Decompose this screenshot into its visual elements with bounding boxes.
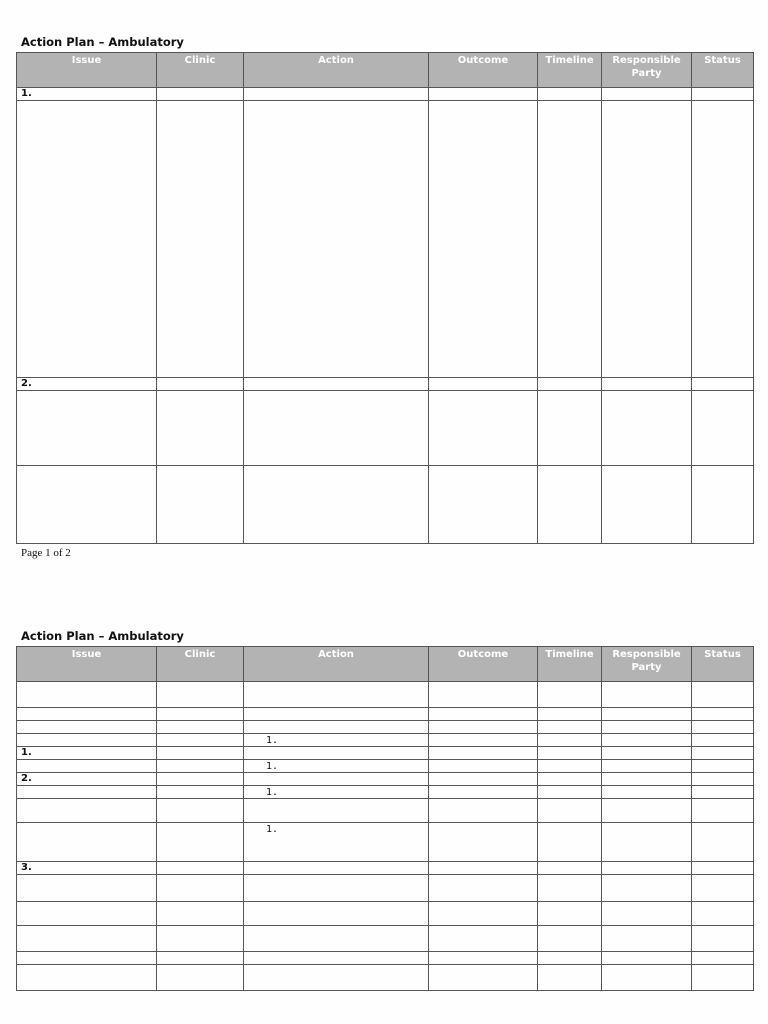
table-cell[interactable] bbox=[538, 902, 602, 926]
table-cell[interactable] bbox=[17, 902, 157, 926]
table-cell[interactable] bbox=[17, 708, 157, 721]
header-row bbox=[17, 53, 754, 88]
table-cell[interactable] bbox=[157, 786, 244, 799]
table-cell[interactable] bbox=[244, 799, 429, 823]
table-cell[interactable] bbox=[538, 734, 602, 747]
table-cell[interactable] bbox=[692, 786, 754, 799]
table-row bbox=[17, 799, 754, 823]
table-row bbox=[17, 682, 754, 708]
table-cell[interactable] bbox=[602, 799, 692, 823]
table-row bbox=[17, 823, 754, 862]
table-cell[interactable] bbox=[429, 952, 538, 965]
table-row bbox=[17, 926, 754, 952]
table-cell[interactable] bbox=[157, 734, 244, 747]
table-cell[interactable] bbox=[602, 391, 692, 466]
table-cell[interactable] bbox=[692, 101, 754, 378]
table-cell[interactable] bbox=[429, 101, 538, 378]
table-row bbox=[17, 965, 754, 991]
table-cell[interactable] bbox=[429, 747, 538, 760]
table-cell[interactable] bbox=[692, 926, 754, 952]
table-cell[interactable] bbox=[244, 721, 429, 734]
table-cell[interactable] bbox=[538, 773, 602, 786]
table-cell[interactable] bbox=[244, 773, 429, 786]
table-cell[interactable] bbox=[17, 391, 157, 466]
table-cell[interactable] bbox=[429, 786, 538, 799]
table-cell[interactable] bbox=[157, 862, 244, 875]
table-cell[interactable] bbox=[692, 747, 754, 760]
table-cell[interactable] bbox=[244, 682, 429, 708]
table-cell[interactable] bbox=[602, 682, 692, 708]
table-cell[interactable] bbox=[244, 965, 429, 991]
issue-number-row bbox=[17, 378, 754, 391]
table-cell[interactable] bbox=[602, 952, 692, 965]
table-cell[interactable] bbox=[157, 926, 244, 952]
table-cell[interactable] bbox=[692, 721, 754, 734]
col-header-action: Action bbox=[244, 53, 429, 88]
table-row bbox=[17, 902, 754, 926]
table-cell[interactable] bbox=[538, 799, 602, 823]
table-cell[interactable] bbox=[602, 88, 692, 101]
table-cell[interactable] bbox=[157, 391, 244, 466]
table-cell[interactable] bbox=[429, 378, 538, 391]
table-cell[interactable] bbox=[692, 391, 754, 466]
table-cell[interactable] bbox=[244, 391, 429, 466]
table-cell[interactable] bbox=[429, 773, 538, 786]
col-header-action: Action bbox=[244, 647, 429, 682]
table-cell[interactable] bbox=[538, 786, 602, 799]
table-cell[interactable] bbox=[17, 734, 157, 747]
col-header-clinic: Clinic bbox=[157, 53, 244, 88]
issue-number: 1. bbox=[17, 88, 157, 101]
table-cell[interactable] bbox=[692, 823, 754, 862]
table-cell[interactable] bbox=[17, 965, 157, 991]
table-cell[interactable] bbox=[429, 902, 538, 926]
col-header-timeline: Timeline bbox=[538, 647, 602, 682]
table-cell[interactable] bbox=[244, 747, 429, 760]
table-cell[interactable] bbox=[538, 378, 602, 391]
action-sub-item: 1. bbox=[244, 760, 429, 773]
table-cell[interactable] bbox=[429, 88, 538, 101]
table-cell[interactable] bbox=[538, 952, 602, 965]
table-cell[interactable] bbox=[157, 760, 244, 773]
issue-number: 1. bbox=[17, 747, 157, 760]
table-cell[interactable] bbox=[429, 823, 538, 862]
table-cell[interactable] bbox=[602, 862, 692, 875]
table-cell[interactable] bbox=[157, 823, 244, 862]
issue-number-row bbox=[17, 747, 754, 760]
table-cell[interactable] bbox=[602, 926, 692, 952]
table-row bbox=[17, 952, 754, 965]
issue-number: 2. bbox=[17, 378, 157, 391]
table-cell[interactable] bbox=[157, 965, 244, 991]
col-header-timeline: Timeline bbox=[538, 53, 602, 88]
table-cell[interactable] bbox=[429, 708, 538, 721]
action-plan-table bbox=[16, 646, 754, 991]
table-cell[interactable] bbox=[429, 760, 538, 773]
table-cell[interactable] bbox=[244, 952, 429, 965]
table-cell[interactable] bbox=[602, 101, 692, 378]
action-sub-item: 1. bbox=[244, 734, 429, 747]
table-row bbox=[17, 721, 754, 734]
table-cell[interactable] bbox=[17, 101, 157, 378]
table-cell[interactable] bbox=[602, 466, 692, 544]
table-cell[interactable] bbox=[244, 466, 429, 544]
col-header-responsible-party: Responsible Party bbox=[602, 647, 692, 682]
table-row bbox=[17, 734, 754, 747]
table-cell[interactable] bbox=[538, 823, 602, 862]
table-cell[interactable] bbox=[538, 926, 602, 952]
table-cell[interactable] bbox=[692, 799, 754, 823]
table-cell[interactable] bbox=[602, 875, 692, 902]
table-cell[interactable] bbox=[538, 862, 602, 875]
table-cell[interactable] bbox=[157, 721, 244, 734]
col-header-clinic: Clinic bbox=[157, 647, 244, 682]
table-cell[interactable] bbox=[157, 773, 244, 786]
page-footer: Page 1 of 2 bbox=[21, 547, 71, 559]
table-cell[interactable] bbox=[157, 682, 244, 708]
table-cell[interactable] bbox=[244, 875, 429, 902]
table-cell[interactable] bbox=[602, 786, 692, 799]
table-cell[interactable] bbox=[244, 862, 429, 875]
table-cell[interactable] bbox=[692, 760, 754, 773]
table-cell[interactable] bbox=[157, 952, 244, 965]
table-cell[interactable] bbox=[244, 926, 429, 952]
table-cell[interactable] bbox=[17, 760, 157, 773]
issue-number: 2. bbox=[17, 773, 157, 786]
table-cell[interactable] bbox=[157, 708, 244, 721]
table-cell[interactable] bbox=[538, 466, 602, 544]
table-cell[interactable] bbox=[17, 786, 157, 799]
table-cell[interactable] bbox=[538, 88, 602, 101]
table-row bbox=[17, 101, 754, 378]
table-row bbox=[17, 708, 754, 721]
table-cell[interactable] bbox=[157, 466, 244, 544]
table-cell[interactable] bbox=[157, 747, 244, 760]
table-cell[interactable] bbox=[692, 965, 754, 991]
table-cell[interactable] bbox=[429, 926, 538, 952]
col-header-issue: Issue bbox=[17, 647, 157, 682]
table-cell[interactable] bbox=[538, 760, 602, 773]
table-cell[interactable] bbox=[692, 708, 754, 721]
table-cell[interactable] bbox=[157, 902, 244, 926]
table-cell[interactable] bbox=[602, 734, 692, 747]
table-cell[interactable] bbox=[538, 101, 602, 378]
issue-number-row bbox=[17, 773, 754, 786]
issue-number-row bbox=[17, 862, 754, 875]
table-cell[interactable] bbox=[244, 101, 429, 378]
table-row bbox=[17, 875, 754, 902]
table-cell[interactable] bbox=[429, 799, 538, 823]
table-cell[interactable] bbox=[17, 926, 157, 952]
table-cell[interactable] bbox=[429, 862, 538, 875]
table-cell[interactable] bbox=[692, 734, 754, 747]
table-row bbox=[17, 786, 754, 799]
table-cell[interactable] bbox=[538, 721, 602, 734]
col-header-outcome: Outcome bbox=[429, 53, 538, 88]
table-cell[interactable] bbox=[538, 875, 602, 902]
table-cell[interactable] bbox=[17, 721, 157, 734]
table-cell[interactable] bbox=[692, 682, 754, 708]
table-cell[interactable] bbox=[244, 88, 429, 101]
col-header-status: Status bbox=[692, 53, 754, 88]
table-cell[interactable] bbox=[692, 378, 754, 391]
table-cell[interactable] bbox=[602, 378, 692, 391]
table-cell[interactable] bbox=[429, 875, 538, 902]
table-cell[interactable] bbox=[602, 760, 692, 773]
table-cell[interactable] bbox=[157, 101, 244, 378]
table-cell[interactable] bbox=[244, 378, 429, 391]
table-cell[interactable] bbox=[602, 708, 692, 721]
action-plan-table bbox=[16, 52, 754, 544]
action-sub-item: 1. bbox=[244, 823, 429, 862]
table-cell[interactable] bbox=[429, 721, 538, 734]
issue-number-row bbox=[17, 88, 754, 101]
col-header-responsible-party: Responsible Party bbox=[602, 53, 692, 88]
table-cell[interactable] bbox=[429, 466, 538, 544]
table-cell[interactable] bbox=[602, 902, 692, 926]
table-cell[interactable] bbox=[429, 734, 538, 747]
table-cell[interactable] bbox=[538, 747, 602, 760]
table-cell[interactable] bbox=[538, 391, 602, 466]
table-row bbox=[17, 760, 754, 773]
action-sub-item: 1. bbox=[244, 786, 429, 799]
table-cell[interactable] bbox=[17, 875, 157, 902]
col-header-status: Status bbox=[692, 647, 754, 682]
table-cell[interactable] bbox=[157, 88, 244, 101]
table-cell[interactable] bbox=[17, 952, 157, 965]
table-cell[interactable] bbox=[429, 391, 538, 466]
table-cell[interactable] bbox=[692, 862, 754, 875]
table-cell[interactable] bbox=[429, 965, 538, 991]
table-cell[interactable] bbox=[17, 682, 157, 708]
table-cell[interactable] bbox=[692, 875, 754, 902]
table-cell[interactable] bbox=[538, 708, 602, 721]
table-cell[interactable] bbox=[602, 773, 692, 786]
table-cell[interactable] bbox=[538, 682, 602, 708]
table-cell[interactable] bbox=[429, 682, 538, 708]
table-cell[interactable] bbox=[602, 823, 692, 862]
table-cell[interactable] bbox=[17, 466, 157, 544]
page-title: Action Plan – Ambulatory bbox=[21, 629, 184, 643]
table-cell[interactable] bbox=[602, 747, 692, 760]
table-cell[interactable] bbox=[17, 823, 157, 862]
table-cell[interactable] bbox=[157, 875, 244, 902]
page-title: Action Plan – Ambulatory bbox=[21, 35, 184, 49]
table-cell[interactable] bbox=[244, 902, 429, 926]
table-row bbox=[17, 466, 754, 544]
table-cell[interactable] bbox=[17, 799, 157, 823]
header-row bbox=[17, 647, 754, 682]
issue-number: 3. bbox=[17, 862, 157, 875]
table-cell[interactable] bbox=[692, 466, 754, 544]
table-cell[interactable] bbox=[602, 965, 692, 991]
table-cell[interactable] bbox=[692, 773, 754, 786]
table-cell[interactable] bbox=[157, 799, 244, 823]
col-header-outcome: Outcome bbox=[429, 647, 538, 682]
table-cell[interactable] bbox=[692, 88, 754, 101]
table-cell[interactable] bbox=[692, 952, 754, 965]
table-cell[interactable] bbox=[692, 902, 754, 926]
table-cell[interactable] bbox=[244, 708, 429, 721]
table-cell[interactable] bbox=[157, 378, 244, 391]
table-cell[interactable] bbox=[538, 965, 602, 991]
col-header-issue: Issue bbox=[17, 53, 157, 88]
table-cell[interactable] bbox=[602, 721, 692, 734]
table-row bbox=[17, 391, 754, 466]
